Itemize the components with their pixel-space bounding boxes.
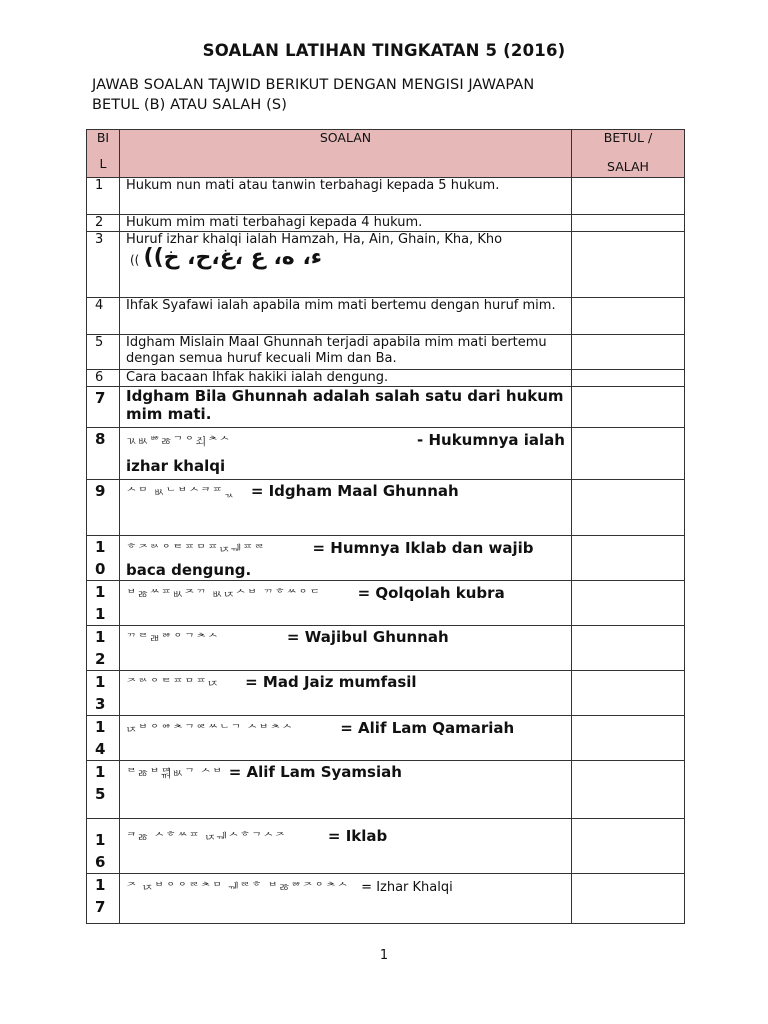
table-row [87,625,685,670]
symbol-sequence: ᄇㅀᄊᄑㅄᄌᄁ ㅄㄵᄉᄇ ᄁᄒᄊᄋᄃ [126,587,322,601]
table-row [87,298,685,335]
symbol-sequence: ᄒᅎᄅᄉᄋᄐᄑᄆᄑㄵᆌᄑᄙ [126,542,266,556]
table-row [87,535,685,580]
question-text [120,535,572,580]
answer-cell[interactable] [572,370,685,387]
question-text [120,625,572,670]
question-text [120,479,572,535]
row-number [87,580,120,625]
arabic-letters-text: ء، ه، ع ،غ،ح، خ)) [143,244,323,270]
row-number [87,715,120,760]
header-bil [87,130,120,178]
row-number-a: 1 [95,717,106,736]
arabic-open-paren: (( [130,252,140,267]
symbol-sequence: ㄳㅄᄇᄒㅀᄀᄋᅎᅬᄎᄉ [126,434,231,448]
row-number-a: 1 [95,830,106,849]
row-number: 8 [87,427,120,479]
question-text: Hukum mim mati terbahagi kepada 4 hukum. [120,215,572,232]
row-number [87,873,120,923]
row-number-b: 6 [95,852,106,871]
answer-cell[interactable] [572,873,685,923]
table-row [87,215,685,232]
table-row [87,479,685,535]
answer-cell[interactable] [572,625,685,670]
row-number [87,818,120,873]
row-number: 3 [87,232,120,298]
table-row [87,232,685,298]
row-number: 6 [87,370,120,387]
question-text [120,760,572,818]
symbol-sequence: ᄉᄆ ㅄᄂᄇᄉᄏᄑᆪ [126,485,236,499]
header-betul-salah [572,130,685,178]
header-salah-label: SALAH [607,159,649,174]
question-statement: - Hukumnya ialah [417,430,565,449]
answer-cell[interactable] [572,535,685,580]
question-text: Idgham Bila Ghunnah adalah salah satu dari hukum mim mati. [120,386,572,427]
symbol-sequence: ᄏㅀ ᄉᄒᄊᄑ ㄵᆌᄉᄒᄀᄉᅎ [126,830,287,844]
header-soalan [120,130,572,178]
arabic-letters [126,244,565,270]
header-bil-b: L [99,156,107,171]
symbol-sequence: ᅎᄅᄉᄋᄐᄑᄆᄑㄵ [126,676,220,690]
symbol-sequence: ᅎ ㄵᄇᄋᄋᄙᄎᄆ ᆌᄙᄒ ᄇㅀᄚᅎᄋᄎᄉ [126,880,349,894]
row-number: 9 [87,479,120,535]
row-number-a: 1 [95,875,106,894]
answer-cell[interactable] [572,298,685,335]
question-statement-cont: izhar khalqi [126,456,226,475]
row-number-b: 2 [95,649,106,668]
table-row [87,670,685,715]
question-statement: = Alif Lam Syamsiah [228,762,402,781]
question-text [120,818,572,873]
table-row [87,335,685,370]
answer-cell[interactable] [572,335,685,370]
row-number-b: 5 [95,784,106,803]
question-statement: = Izhar Khalqi [361,879,453,895]
row-number [87,535,120,580]
table-row [87,386,685,427]
row-number-b: 7 [95,897,106,916]
answer-cell[interactable] [572,818,685,873]
page-number: 1 [379,948,389,963]
row-number-b: 0 [95,559,106,578]
answer-cell[interactable] [572,479,685,535]
symbol-sequence: ㄵᄇᄋᄋᄒᄎᄀᄋᄅᄊᄂᄀ ᄉᄇᄎᄉ [126,722,294,736]
instruction-line-1: JAWAB SOALAN TAJWID BERIKUT DENGAN MENGISI JAWAPAN [92,77,535,93]
question-statement: = Wajibul Ghunnah [286,627,449,646]
table-row [87,178,685,215]
answer-cell[interactable] [572,232,685,298]
table-row [87,580,685,625]
page-title: SOALAN LATIHAN TINGKATAN 5 (2016) [202,41,566,60]
row-number: 5 [87,335,120,370]
answer-cell[interactable] [572,580,685,625]
question-text [120,580,572,625]
row-number-b: 3 [95,694,106,713]
answer-cell[interactable] [572,427,685,479]
header-soalan-label: SOALAN [319,130,372,145]
row-number: 4 [87,298,120,335]
question-text: Cara bacaan Ihfak hakiki ialah dengung. [120,370,572,387]
table-row [87,427,685,479]
question-table [86,129,685,924]
question-text: Idgham Mislain Maal Ghunnah terjadi apabila mim mati bertemu dengan semua huruf kecuali Mim dan Ba. [120,335,572,370]
row-number [87,670,120,715]
question-text: Hukum nun mati atau tanwin terbahagi kepada 5 hukum. [120,178,572,215]
header-betul-label: BETUL / [603,130,653,145]
answer-cell[interactable] [572,215,685,232]
symbol-sequence: ᄁᄅㄼᄚᄋᄀᄎᄉ [126,631,220,645]
answer-cell[interactable] [572,760,685,818]
question-text: Ihfak Syafawi ialah apabila mim mati bertemu dengan huruf mim. [120,298,572,335]
question-text [120,232,572,298]
table-row [87,873,685,923]
row-number-a: 1 [95,537,106,556]
answer-cell[interactable] [572,715,685,760]
answer-cell[interactable] [572,386,685,427]
question-text [120,873,572,923]
symbol-sequence: ᄅㅀᄇᄃᄆᆏㅄᄀ ᄉᄇ [126,766,224,780]
question-statement: = Mad Jaiz mumfasil [245,672,417,691]
answer-cell[interactable] [572,670,685,715]
question-text [120,670,572,715]
question-statement: = Qolqolah kubra [357,583,505,602]
row-number-b: 4 [95,739,106,758]
question-text-line: Huruf izhar khalqi ialah Hamzah, Ha, Ain, Ghain, Kha, Kho [126,232,503,247]
row-number-a: 1 [95,627,106,646]
table-row [87,818,685,873]
row-number-a: 1 [95,582,106,601]
header-bil-a: BI [96,130,110,145]
row-number-b: 1 [95,604,106,623]
answer-cell[interactable] [572,178,685,215]
question-statement: = Humnya Iklab dan wajib baca dengung. [126,538,534,579]
question-text [120,427,572,479]
row-number [87,625,120,670]
question-statement: = Idgham Maal Ghunnah [250,481,459,500]
question-statement: = Alif Lam Qamariah [340,718,515,737]
instruction-line-2: BETUL (B) ATAU SALAH (S) [92,97,287,113]
row-number-a: 1 [95,762,106,781]
table-header-row [87,130,685,178]
row-number-a: 1 [95,672,106,691]
row-number: 1 [87,178,120,215]
question-text [120,715,572,760]
table-row [87,760,685,818]
row-number: 7 [87,386,120,427]
row-number: 2 [87,215,120,232]
row-number [87,760,120,818]
question-statement: = Iklab [327,826,388,845]
table-row [87,715,685,760]
table-row [87,370,685,387]
